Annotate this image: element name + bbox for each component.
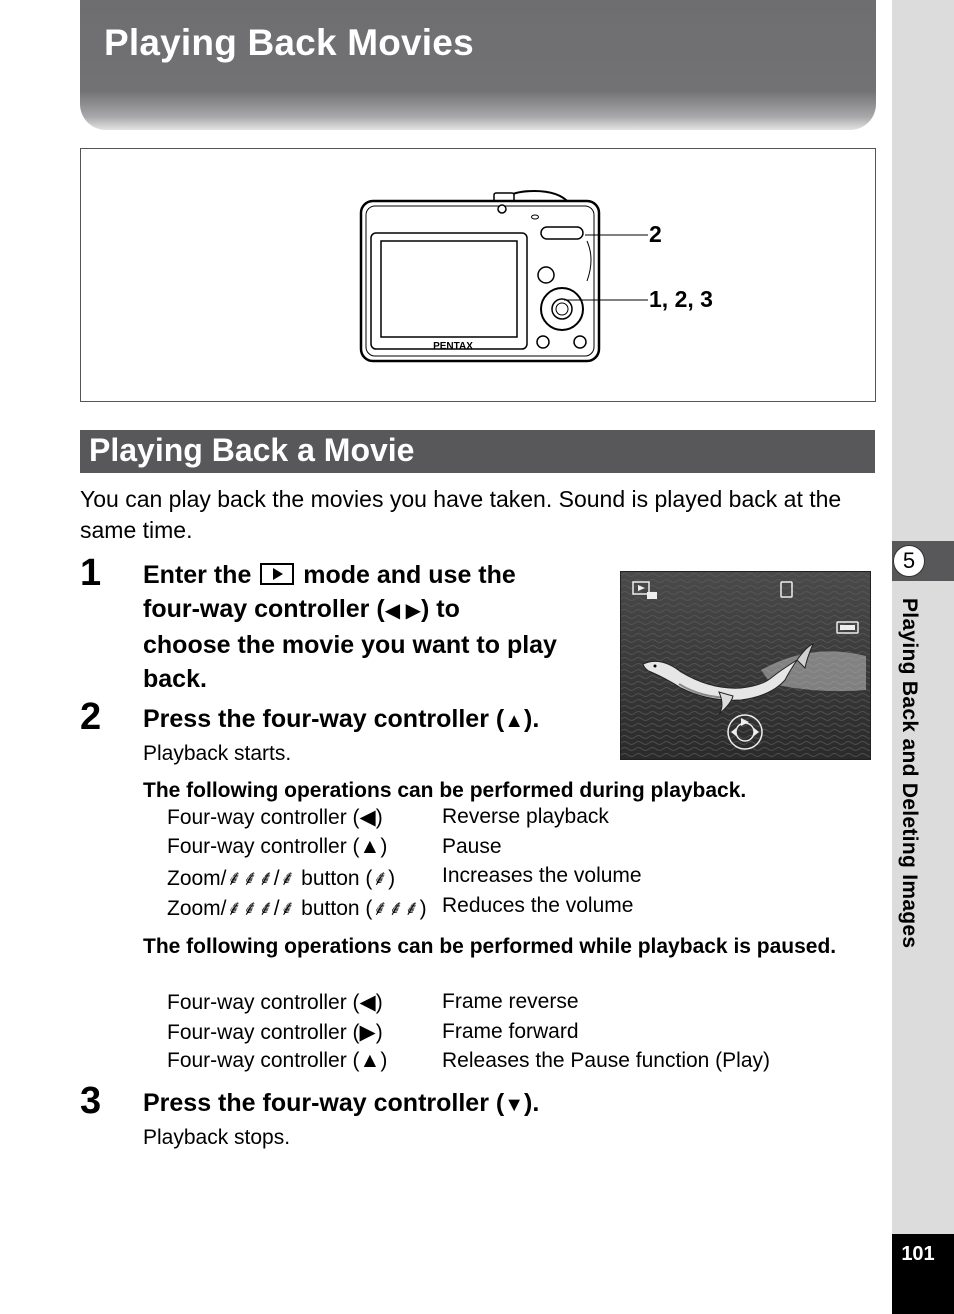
step-number-1: 1 <box>80 552 102 594</box>
step-1-line2b: ) to <box>421 595 460 623</box>
op-row <box>167 864 847 893</box>
step-3-text-a: Press the four-way controller ( <box>143 1089 505 1117</box>
op-control: Four-way controller (▲) <box>167 1049 388 1072</box>
left-right-arrow-icon: ◀ ▶ <box>384 600 422 622</box>
op-action: Frame reverse <box>442 990 579 1013</box>
step-2-text-a: Press the four-way controller ( <box>143 705 505 733</box>
op-row <box>167 1020 847 1049</box>
callout-label-four-way-controller: 1, 2, 3 <box>649 286 713 312</box>
op-action: Frame forward <box>442 1020 579 1043</box>
step-3-result: Playback stops. <box>143 1126 291 1149</box>
op-control: Four-way controller (▲) <box>167 835 388 858</box>
op-control: Zoom/⸙⸙⸙/⸙ button (⸙) <box>167 867 396 890</box>
up-arrow-icon: ▲ <box>504 710 524 732</box>
dolphin-movie-frame <box>621 572 870 759</box>
step-1-line1a: Enter the <box>143 561 252 589</box>
op-row <box>167 805 847 834</box>
step-2-text-b: ). <box>524 705 540 733</box>
step-3-text <box>143 1086 539 1122</box>
while-paused-heading: The following operations can be performed while playback is paused. <box>143 935 837 958</box>
op-row <box>167 990 847 1019</box>
step-2-text <box>143 702 539 738</box>
page-number: 101 <box>901 1243 935 1265</box>
op-control: Four-way controller (▶) <box>167 1021 383 1044</box>
section-header <box>80 430 875 473</box>
intro-paragraph: You can play back the movies you have taken. Sound is played back at the same time. <box>80 486 842 543</box>
step-number-3: 3 <box>80 1080 102 1122</box>
playback-mode-icon <box>260 563 294 585</box>
op-control: Four-way controller (◀) <box>167 806 383 829</box>
step-2-result: Playback starts. <box>143 742 292 765</box>
op-row <box>167 835 847 864</box>
step-number-2: 2 <box>80 696 102 738</box>
step-1-line2a: four-way controller ( <box>143 595 385 623</box>
op-action: Increases the volume <box>442 864 642 887</box>
op-action: Reverse playback <box>442 805 609 828</box>
op-action: Pause <box>442 835 502 858</box>
step-1-line3: choose the movie you want to play <box>143 631 557 659</box>
step-1-line4: back. <box>143 665 207 693</box>
op-row <box>167 894 847 923</box>
callout-lines <box>81 149 875 401</box>
op-control: Zoom/⸙⸙⸙/⸙ button (⸙⸙⸙) <box>167 897 427 920</box>
camera-brand-logo: PENTAX <box>433 341 473 352</box>
op-action: Reduces the volume <box>442 894 634 917</box>
callout-label-playback-button: 2 <box>649 221 662 247</box>
op-row <box>167 1049 847 1078</box>
op-control: Four-way controller (◀) <box>167 991 383 1014</box>
during-playback-heading: The following operations can be performed during playback. <box>143 779 747 802</box>
page-title: Playing Back Movies <box>104 22 474 63</box>
step-1-line1b: mode and use the <box>303 561 516 589</box>
section-title: Playing Back a Movie <box>89 432 415 468</box>
op-action: Releases the Pause function (Play) <box>442 1049 771 1072</box>
title-banner <box>80 0 876 130</box>
camera-figure <box>80 148 876 402</box>
chapter-title: Playing Back and Deleting Images <box>898 598 921 949</box>
step-1-text <box>143 558 613 696</box>
movie-playback-screen <box>620 571 871 760</box>
chapter-number-badge: 5 <box>893 545 925 577</box>
down-arrow-icon: ▼ <box>504 1094 524 1116</box>
step-3-text-b: ). <box>524 1089 540 1117</box>
